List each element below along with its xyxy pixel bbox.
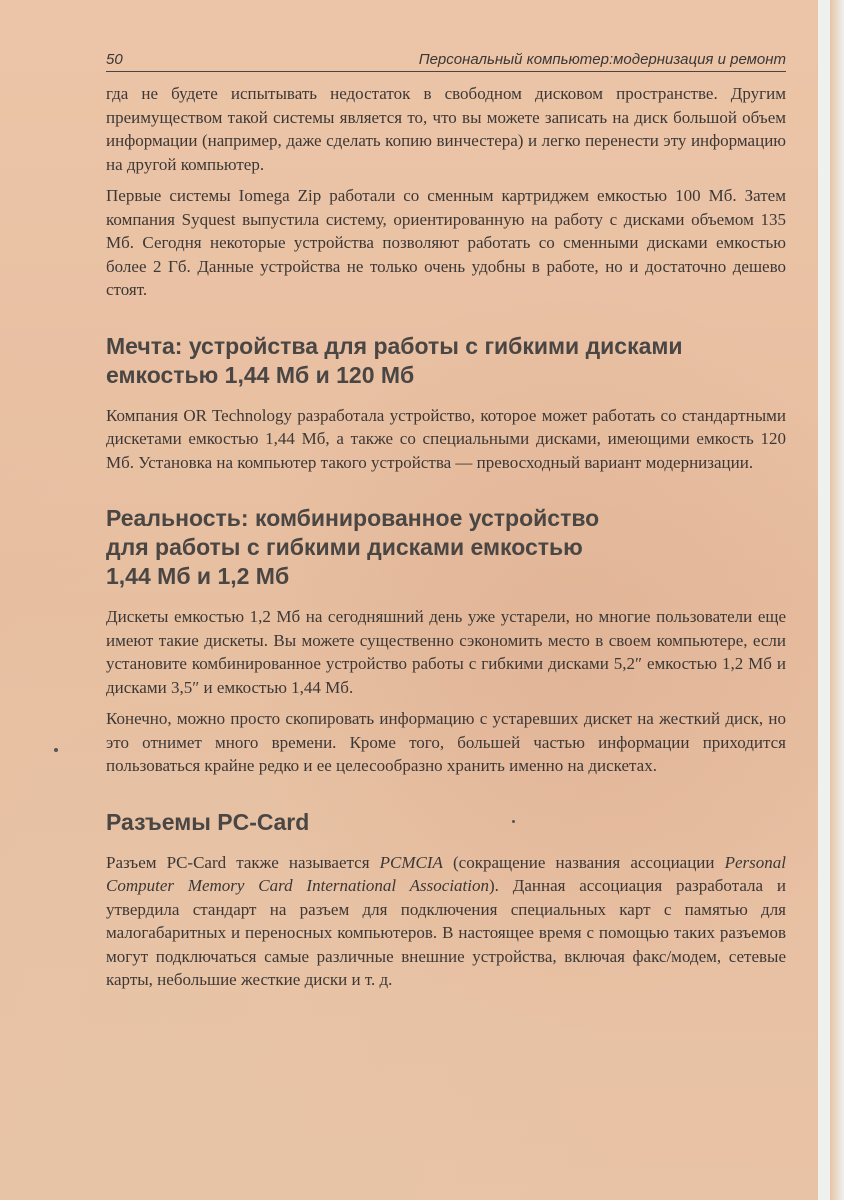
section2-paragraph-2: Конечно, можно просто скопировать информацию с устаревших дискет на жесткий диск, но это отнимет много времени. Кроме того, большей частью информации приходится пользоваться крайне редко и ее целесообразно хранить именно на дискетах. bbox=[106, 709, 786, 775]
section-heading-dream bbox=[106, 332, 786, 390]
section-heading-reality bbox=[106, 504, 786, 591]
text-run: (сокращение названия ассоциации bbox=[442, 852, 725, 872]
text-run: Разъем PC-Card также называется bbox=[106, 852, 380, 872]
page-content bbox=[106, 82, 786, 992]
section-heading-line: Мечта: устройства для работы с гибкими дисками bbox=[106, 332, 683, 359]
section-heading-line: емкостью 1,44 Мб и 120 Мб bbox=[106, 361, 415, 388]
text-run: ). Данная ассоциация разработала и утвердила стандарт на разъем для подключения специальных карт с памятью для малогабаритных и переносных компьютеров. В настоящее время с помощью таких разъемов могут подключаться самые различные внешние устройства, включая факс/модем, сетевые карты, небольшие жесткие диски и т. д. bbox=[106, 876, 786, 989]
ink-speck bbox=[512, 820, 515, 823]
page-number: 50 bbox=[106, 51, 123, 68]
section2-paragraph-1: Дискеты емкостью 1,2 Мб на сегодняшний день уже устарели, но многие пользователи еще имеют такие дискеты. Вы можете существенно сэкономить место в своем компьютере, если установите комбинированное устройство работы с гибкими дисками 5,2″ емкостью 1,2 Мб и дисками 3,5″ и емкостью 1,44 Мб. bbox=[106, 607, 786, 697]
book-page bbox=[106, 40, 786, 1000]
running-header bbox=[106, 40, 786, 72]
paper-torn-edge bbox=[830, 0, 844, 1200]
intro-paragraph-2: Первые системы Iomega Zip работали со сменным картриджем емкостью 100 Мб. Затем компания Syquest выпустила систему, ориентированную на работу с дисками объемом 135 Мб. Сегодня некоторые устройства позволяют работать со сменными дисками емкостью более 2 Гб. Данные устройства не только очень удобны в работе, но и достаточно дешево стоят. bbox=[106, 186, 786, 299]
intro-paragraph-1: гда не будете испытывать недостаток в свободном дисковом пространстве. Другим преимуществом такой системы является то, что вы можете записать на диск большой объем информации (например, даже сделать копию винчестера) и легко перенести эту информацию на другой компьютер. bbox=[106, 84, 786, 174]
section-heading-line: 1,44 Мб и 1,2 Мб bbox=[106, 563, 290, 589]
ink-speck bbox=[54, 748, 58, 752]
section-heading-line: Реальность: комбинированное устройство bbox=[106, 505, 600, 531]
association-name: Personal Computer Memory Card International Association bbox=[106, 852, 786, 895]
section3-paragraph-1 bbox=[106, 851, 786, 992]
book-title: Персональный компьютер:модернизация и ремонт bbox=[418, 51, 786, 68]
section-heading-pc-card: Разъемы PC-Card bbox=[106, 808, 310, 835]
section-heading-line: для работы с гибкими дисками емкостью bbox=[106, 534, 583, 560]
section1-paragraph-1: Компания OR Technology разработала устройство, которое может работать со стандартными дискетами емкостью 1,44 Мб, а также со специальными дисками, имеющими емкость 120 Мб. Установка на компьютер такого устройства — превосходный вариант модернизации. bbox=[106, 405, 786, 472]
pcmcia-term: PCMCIA bbox=[379, 852, 443, 872]
